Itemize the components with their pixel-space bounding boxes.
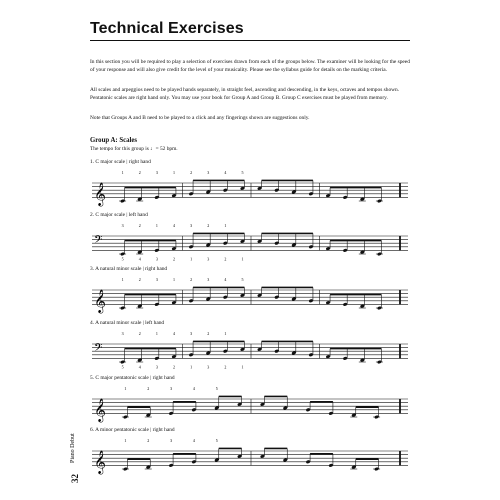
fingering-number: 2 bbox=[138, 170, 141, 175]
fingering-number: 5 bbox=[241, 277, 244, 282]
fingering-number: 4 bbox=[192, 386, 195, 391]
fingering-number: 5 bbox=[241, 170, 244, 175]
fingering-number: 1 bbox=[172, 170, 175, 175]
exercise-label: 2. C major scale | left hand bbox=[90, 212, 148, 218]
fingering-number: 5 bbox=[121, 364, 124, 370]
fingering-number: 3 bbox=[207, 277, 210, 282]
intro-paragraph-3: Note that Groups A and B need to be played to a click and any fingerings shown are suggestions only. bbox=[90, 115, 310, 121]
staff-exercise-3 bbox=[88, 278, 414, 318]
fingering-number: 2 bbox=[224, 256, 227, 262]
fingering-number: 3 bbox=[207, 364, 210, 370]
fingering-number: 4 bbox=[224, 277, 227, 282]
fingering-number: 1 bbox=[155, 331, 158, 336]
fingering-number: 4 bbox=[224, 170, 227, 175]
staff-exercise-4 bbox=[88, 332, 414, 372]
fingering-number: 2 bbox=[190, 277, 193, 282]
exercise-label: 6. A minor pentatonic scale | right hand bbox=[90, 427, 175, 433]
fingering-number: 4 bbox=[138, 256, 141, 262]
fingering-number: 2 bbox=[172, 256, 175, 262]
fingering-number: 3 bbox=[207, 170, 210, 175]
fingering-number: 2 bbox=[207, 331, 210, 336]
fingering-number: 1 bbox=[155, 223, 158, 228]
fingering-number: 2 bbox=[138, 277, 141, 282]
fingering-number: 2 bbox=[147, 438, 150, 443]
fingering-number: 2 bbox=[207, 223, 210, 228]
title-rule bbox=[90, 40, 410, 41]
fingering-number: 1 bbox=[124, 438, 127, 443]
group-a-heading: Group A: Scales bbox=[90, 137, 138, 144]
treble-clef-icon: 𝄞 bbox=[94, 288, 106, 313]
fingering-number: 4 bbox=[138, 364, 141, 370]
bass-clef-icon: 𝄢 bbox=[94, 234, 103, 249]
book-label: Piano Debut bbox=[70, 433, 76, 463]
tempo-value: = 52 bpm. bbox=[155, 146, 178, 152]
fingering-number: 2 bbox=[190, 170, 193, 175]
fingering-number: 2 bbox=[138, 331, 141, 336]
fingering-number: 3 bbox=[121, 331, 124, 336]
exercise-label: 3. A natural minor scale | right hand bbox=[90, 266, 168, 272]
bass-clef-icon: 𝄢 bbox=[94, 342, 103, 357]
fingering-number: 2 bbox=[172, 364, 175, 370]
fingering-number: 3 bbox=[155, 170, 158, 175]
fingering-number: 1 bbox=[241, 364, 244, 370]
fingering-number: 1 bbox=[241, 256, 244, 262]
fingering-number: 3 bbox=[121, 223, 124, 228]
fingering-number: 4 bbox=[172, 331, 175, 336]
treble-clef-icon: 𝄞 bbox=[94, 449, 106, 474]
fingering-number: 2 bbox=[138, 223, 141, 228]
fingering-number: 3 bbox=[190, 223, 193, 228]
fingering-number: 1 bbox=[121, 170, 124, 175]
fingering-number: 3 bbox=[155, 277, 158, 282]
fingering-number: 4 bbox=[172, 223, 175, 228]
intro-paragraph-1: In this section you will be required to play a selection of exercises drawn from each of the groups below. The examiner will be looking for the speed of your response and will also give credit for the level of your musicality. Please see the syllabus guide for details on the marking criteria. bbox=[90, 59, 410, 74]
page-number: 32 bbox=[70, 474, 80, 483]
fingering-number: 3 bbox=[155, 256, 158, 262]
fingering-number: 3 bbox=[207, 256, 210, 262]
page-title: Technical Exercises bbox=[90, 20, 244, 37]
fingering-number: 1 bbox=[190, 364, 193, 370]
fingering-number: 5 bbox=[215, 438, 218, 443]
fingering-number: 3 bbox=[190, 331, 193, 336]
fingering-number: 1 bbox=[172, 277, 175, 282]
exercise-label: 1. C major scale | right hand bbox=[90, 159, 151, 165]
exercise-label: 4. A natural minor scale | left hand bbox=[90, 320, 165, 326]
quarter-note-icon: ♩ bbox=[150, 146, 156, 152]
fingering-number: 4 bbox=[192, 438, 195, 443]
fingering-number: 1 bbox=[190, 256, 193, 262]
exercise-label: 5. C major pentatonic scale | right hand bbox=[90, 375, 175, 381]
staff-exercise-5 bbox=[88, 387, 414, 427]
fingering-number: 2 bbox=[147, 386, 150, 391]
tempo-line bbox=[90, 146, 178, 152]
treble-clef-icon: 𝄞 bbox=[94, 397, 106, 422]
fingering-number: 1 bbox=[121, 277, 124, 282]
fingering-number: 2 bbox=[224, 364, 227, 370]
fingering-number: 5 bbox=[215, 386, 218, 391]
tempo-prefix: The tempo for this group is bbox=[90, 146, 149, 152]
fingering-number: 5 bbox=[121, 256, 124, 262]
fingering-number: 3 bbox=[170, 438, 173, 443]
fingering-number: 3 bbox=[170, 386, 173, 391]
fingering-number: 1 bbox=[224, 331, 227, 336]
intro-paragraph-2: All scales and arpeggios need to be played hands separately, in straight feel, ascending and descending, in the keys, octaves and tempos shown. Pentatonic scales are right hand only. You may use your book for Group A and Group B. Group C exercises must be played from memory. bbox=[90, 87, 400, 102]
fingering-number: 3 bbox=[155, 364, 158, 370]
staff-exercise-2 bbox=[88, 224, 414, 264]
staff-exercise-6 bbox=[88, 439, 414, 479]
fingering-number: 1 bbox=[124, 386, 127, 391]
staff-exercise-1 bbox=[88, 171, 414, 211]
fingering-number: 1 bbox=[224, 223, 227, 228]
treble-clef-icon: 𝄞 bbox=[94, 181, 106, 206]
